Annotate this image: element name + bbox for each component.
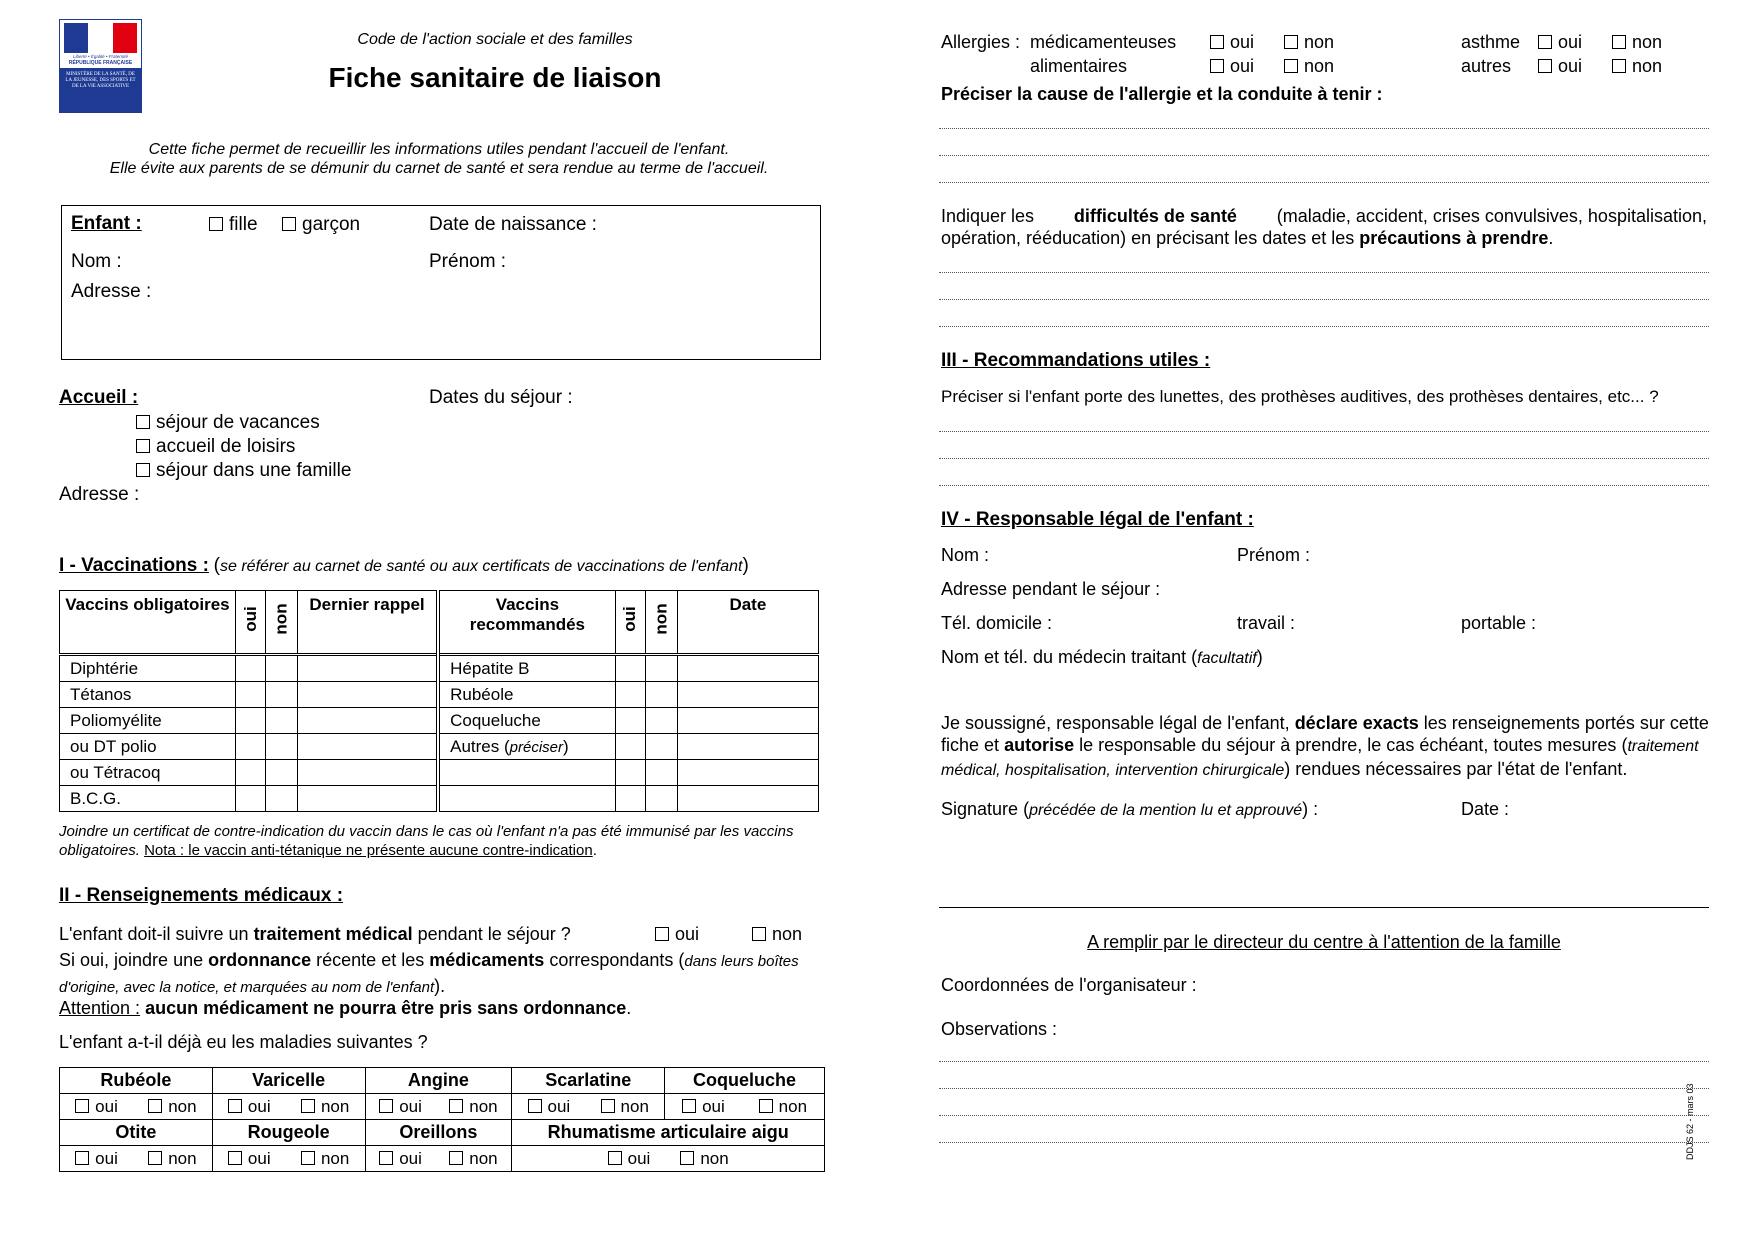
accueil-option-famille[interactable]: séjour dans une famille [136,460,351,482]
checkbox-non[interactable]: non [759,1097,807,1117]
answer-line[interactable] [939,485,1709,486]
allergie-asthme-label: asthme [1461,32,1521,52]
enfant-label: Enfant : [71,213,142,234]
checkbox-non[interactable]: non [148,1097,196,1117]
maladie-rubeole: Rubéole [60,1068,213,1094]
answer-line[interactable] [939,326,1709,327]
answer-line[interactable] [939,431,1709,432]
answer-line[interactable] [939,182,1709,183]
observations-label: Observations : [941,1019,1058,1039]
allergie-medicamenteuses-label: médicamenteuses [1030,32,1177,52]
answer-line[interactable] [939,1115,1709,1116]
logo-ministere: MINISTÈRE DE LA SANTÉ, DE LA JEUNESSE, DES SPORTS ET DE LA VIE ASSOCIATIVE [65,72,136,89]
table-row: Diphtérie Hépatite B [60,655,819,682]
checkbox-oui[interactable]: oui [228,1149,271,1169]
naissance-label: Date de naissance : [429,214,597,235]
traitement-non-checkbox[interactable] [752,927,766,941]
accueil-option-vacances[interactable]: séjour de vacances [136,412,320,434]
traitement-oui-checkbox[interactable] [655,927,669,941]
page-title: Fiche sanitaire de liaison [328,62,662,93]
allergie-autres-non[interactable]: non [1612,56,1662,77]
header-oui-2: oui [615,591,645,655]
answer-line[interactable] [939,299,1709,300]
answer-line[interactable] [939,128,1709,129]
resp-nom-label: Nom : [941,545,990,565]
header-vaccins-recommandes: Vaccins recommandés [438,591,615,655]
checkbox-non[interactable]: non [301,1149,349,1169]
answer-line[interactable] [939,155,1709,156]
checkbox-oui[interactable]: oui [379,1097,422,1117]
accueil-vacances-checkbox[interactable] [136,415,150,429]
traitement-question: L'enfant doit-il suivre un traitement médical pendant le séjour ? [59,924,571,944]
answer-line[interactable] [939,272,1709,273]
dates-sejour-label: Dates du séjour : [429,387,573,408]
logo-republique: RÉPUBLIQUE FRANÇAISE [68,60,133,66]
resp-prenom-label: Prénom : [1237,545,1311,565]
accueil-adresse-label: Adresse : [59,484,140,505]
allergie-autres-label: autres [1461,56,1512,76]
allergie-alim-non[interactable]: non [1284,56,1334,77]
maladie-rhumatisme: Rhumatisme articulaire aigu [512,1120,825,1146]
ordonnance-text: Si oui, joindre une ordonnance récente et les médicaments correspondants (dans leurs boîtes d'origine, avec la notice, et marquées au nom de l'enfant). [59,950,799,996]
maladies-table [59,1067,825,1172]
checkbox-oui[interactable]: oui [228,1097,271,1117]
allergie-medic-oui[interactable]: oui [1210,32,1254,53]
intro-line-1: Cette fiche permet de recueillir les informations utiles pendant l'accueil de l'enfant. [148,141,730,158]
allergie-asthme-oui[interactable]: oui [1538,32,1582,53]
republique-logo [59,19,142,113]
fille-checkbox[interactable] [209,217,223,231]
table-row: ou Tétracoq [60,760,819,786]
allergie-asthme-non[interactable]: non [1612,32,1662,53]
checkbox-non[interactable]: non [601,1097,649,1117]
allergie-preciser: Préciser la cause de l'allergie et la conduite à tenir : [941,84,1383,104]
checkbox-oui[interactable]: oui [528,1097,571,1117]
answer-line[interactable] [939,1142,1709,1143]
declaration-text: Je soussigné, responsable légal de l'enfant, déclare exacts les renseignements portés sur cette fiche et autorise le responsable du séjour à prendre, le cas échéant, toutes mesures (traitement médical, hospitalisation, intervention chirurgicale) rendues nécessaires par l'état de l'enfant. [941,713,1709,779]
maladie-coqueluche: Coqueluche [665,1068,825,1094]
maladie-otite: Otite [60,1120,213,1146]
accueil-loisirs-checkbox[interactable] [136,439,150,453]
fille-option[interactable]: fille [209,214,258,236]
maladie-varicelle: Varicelle [212,1068,365,1094]
difficultes-text: Indiquer les difficultés de santé (maladie, accident, crises convulsives, hospitalisation, opération, rééducation) en précisant les dates et les précautions à prendre. [941,206,1707,248]
maladie-angine: Angine [365,1068,512,1094]
organisateur-label: Coordonnées de l'organisateur : [941,975,1197,995]
footer-code: DDJS 62 - mars 03 [1685,1083,1695,1160]
allergie-medic-non[interactable]: non [1284,32,1334,53]
attention-text: Attention : aucun médicament ne pourra être pris sans ordonnance. [59,998,632,1018]
vaccination-footnote: Joindre un certificat de contre-indication du vaccin dans le cas où l'enfant n'a pas été immunisé par les vaccins obligatoires. Nota : le vaccin anti-tétanique ne présente aucune contre-indication. [59,823,794,859]
checkbox-oui[interactable]: oui [75,1149,118,1169]
resp-medecin-label: Nom et tél. du médecin traitant (facultatif) [941,647,1263,667]
answer-line[interactable] [939,458,1709,459]
header-date: Date [677,591,818,655]
responsable-heading: IV - Responsable légal de l'enfant : [941,509,1254,530]
table-row: B.C.G. [60,786,819,812]
recommandations-text: Préciser si l'enfant porte des lunettes, des prothèses auditives, des prothèses dentaires, etc... ? [941,387,1659,406]
allergie-alim-oui[interactable]: oui [1210,56,1254,77]
checkbox-oui[interactable]: oui [379,1149,422,1169]
allergie-autres-oui[interactable]: oui [1538,56,1582,77]
resp-travail-label: travail : [1237,613,1296,633]
allergie-alimentaires-label: alimentaires [1030,56,1128,76]
garcon-checkbox[interactable] [282,217,296,231]
resp-tel-domicile-label: Tél. domicile : [941,613,1053,633]
vaccinations-table [59,590,819,812]
header-non-2: non [645,591,677,655]
code-subtitle: Code de l'action sociale et des familles [357,31,633,48]
answer-line[interactable] [939,1088,1709,1089]
medical-heading: II - Renseignements médicaux : [59,885,344,906]
resp-portable-label: portable : [1461,613,1537,633]
traitement-oui[interactable]: oui [655,924,699,945]
checkbox-non[interactable]: non [148,1149,196,1169]
adresse-label: Adresse : [71,281,152,302]
maladie-oreillons: Oreillons [365,1120,512,1146]
accueil-famille-checkbox[interactable] [136,463,150,477]
header-non-1: non [265,591,297,655]
signature-date-label: Date : [1461,799,1510,819]
table-row: Poliomyélite Coqueluche [60,708,819,734]
checkbox-oui[interactable]: oui [75,1097,118,1117]
header-dernier-rappel: Dernier rappel [297,591,438,655]
resp-adresse-label: Adresse pendant le séjour : [941,579,1161,599]
checkbox-non[interactable]: non [301,1097,349,1117]
maladie-rougeole: Rougeole [212,1120,365,1146]
traitement-non[interactable]: non [752,924,802,945]
checkbox-oui[interactable]: oui [682,1097,725,1117]
header-oui-1: oui [235,591,265,655]
section-divider [939,907,1709,908]
answer-line[interactable] [939,1061,1709,1062]
maladies-question: L'enfant a-t-il déjà eu les maladies suivantes ? [59,1032,428,1052]
table-row: ou DT polio Autres (préciser) [60,734,819,760]
directeur-heading: A remplir par le directeur du centre à l'attention de la famille [1087,932,1561,952]
vaccinations-heading: I - Vaccinations : (se référer au carnet de santé ou aux certificats de vaccinations de l'enfant) [59,555,749,576]
garcon-option[interactable]: garçon [282,214,360,236]
allergies-label: Allergies : [941,32,1021,52]
accueil-label: Accueil : [59,387,139,408]
checkbox-non[interactable]: non [449,1097,497,1117]
checkbox-non[interactable]: non [680,1149,728,1169]
checkbox-oui[interactable]: oui [608,1149,651,1169]
table-row: Tétanos Rubéole [60,682,819,708]
maladie-scarlatine: Scarlatine [512,1068,665,1094]
nom-label: Nom : [71,251,122,272]
checkbox-non[interactable]: non [449,1149,497,1169]
accueil-option-loisirs[interactable]: accueil de loisirs [136,436,295,458]
recommandations-heading: III - Recommandations utiles : [941,350,1211,371]
intro-line-2: Elle évite aux parents de se démunir du carnet de santé et sera rendue au terme de l'accueil. [109,160,769,177]
header-vaccins-obligatoires: Vaccins obligatoires [60,591,236,655]
logo-motto: Liberté • Égalité • Fraternité [73,54,128,59]
signature-label: Signature (précédée de la mention lu et approuvé) : [941,799,1319,819]
prenom-label: Prénom : [429,251,507,272]
